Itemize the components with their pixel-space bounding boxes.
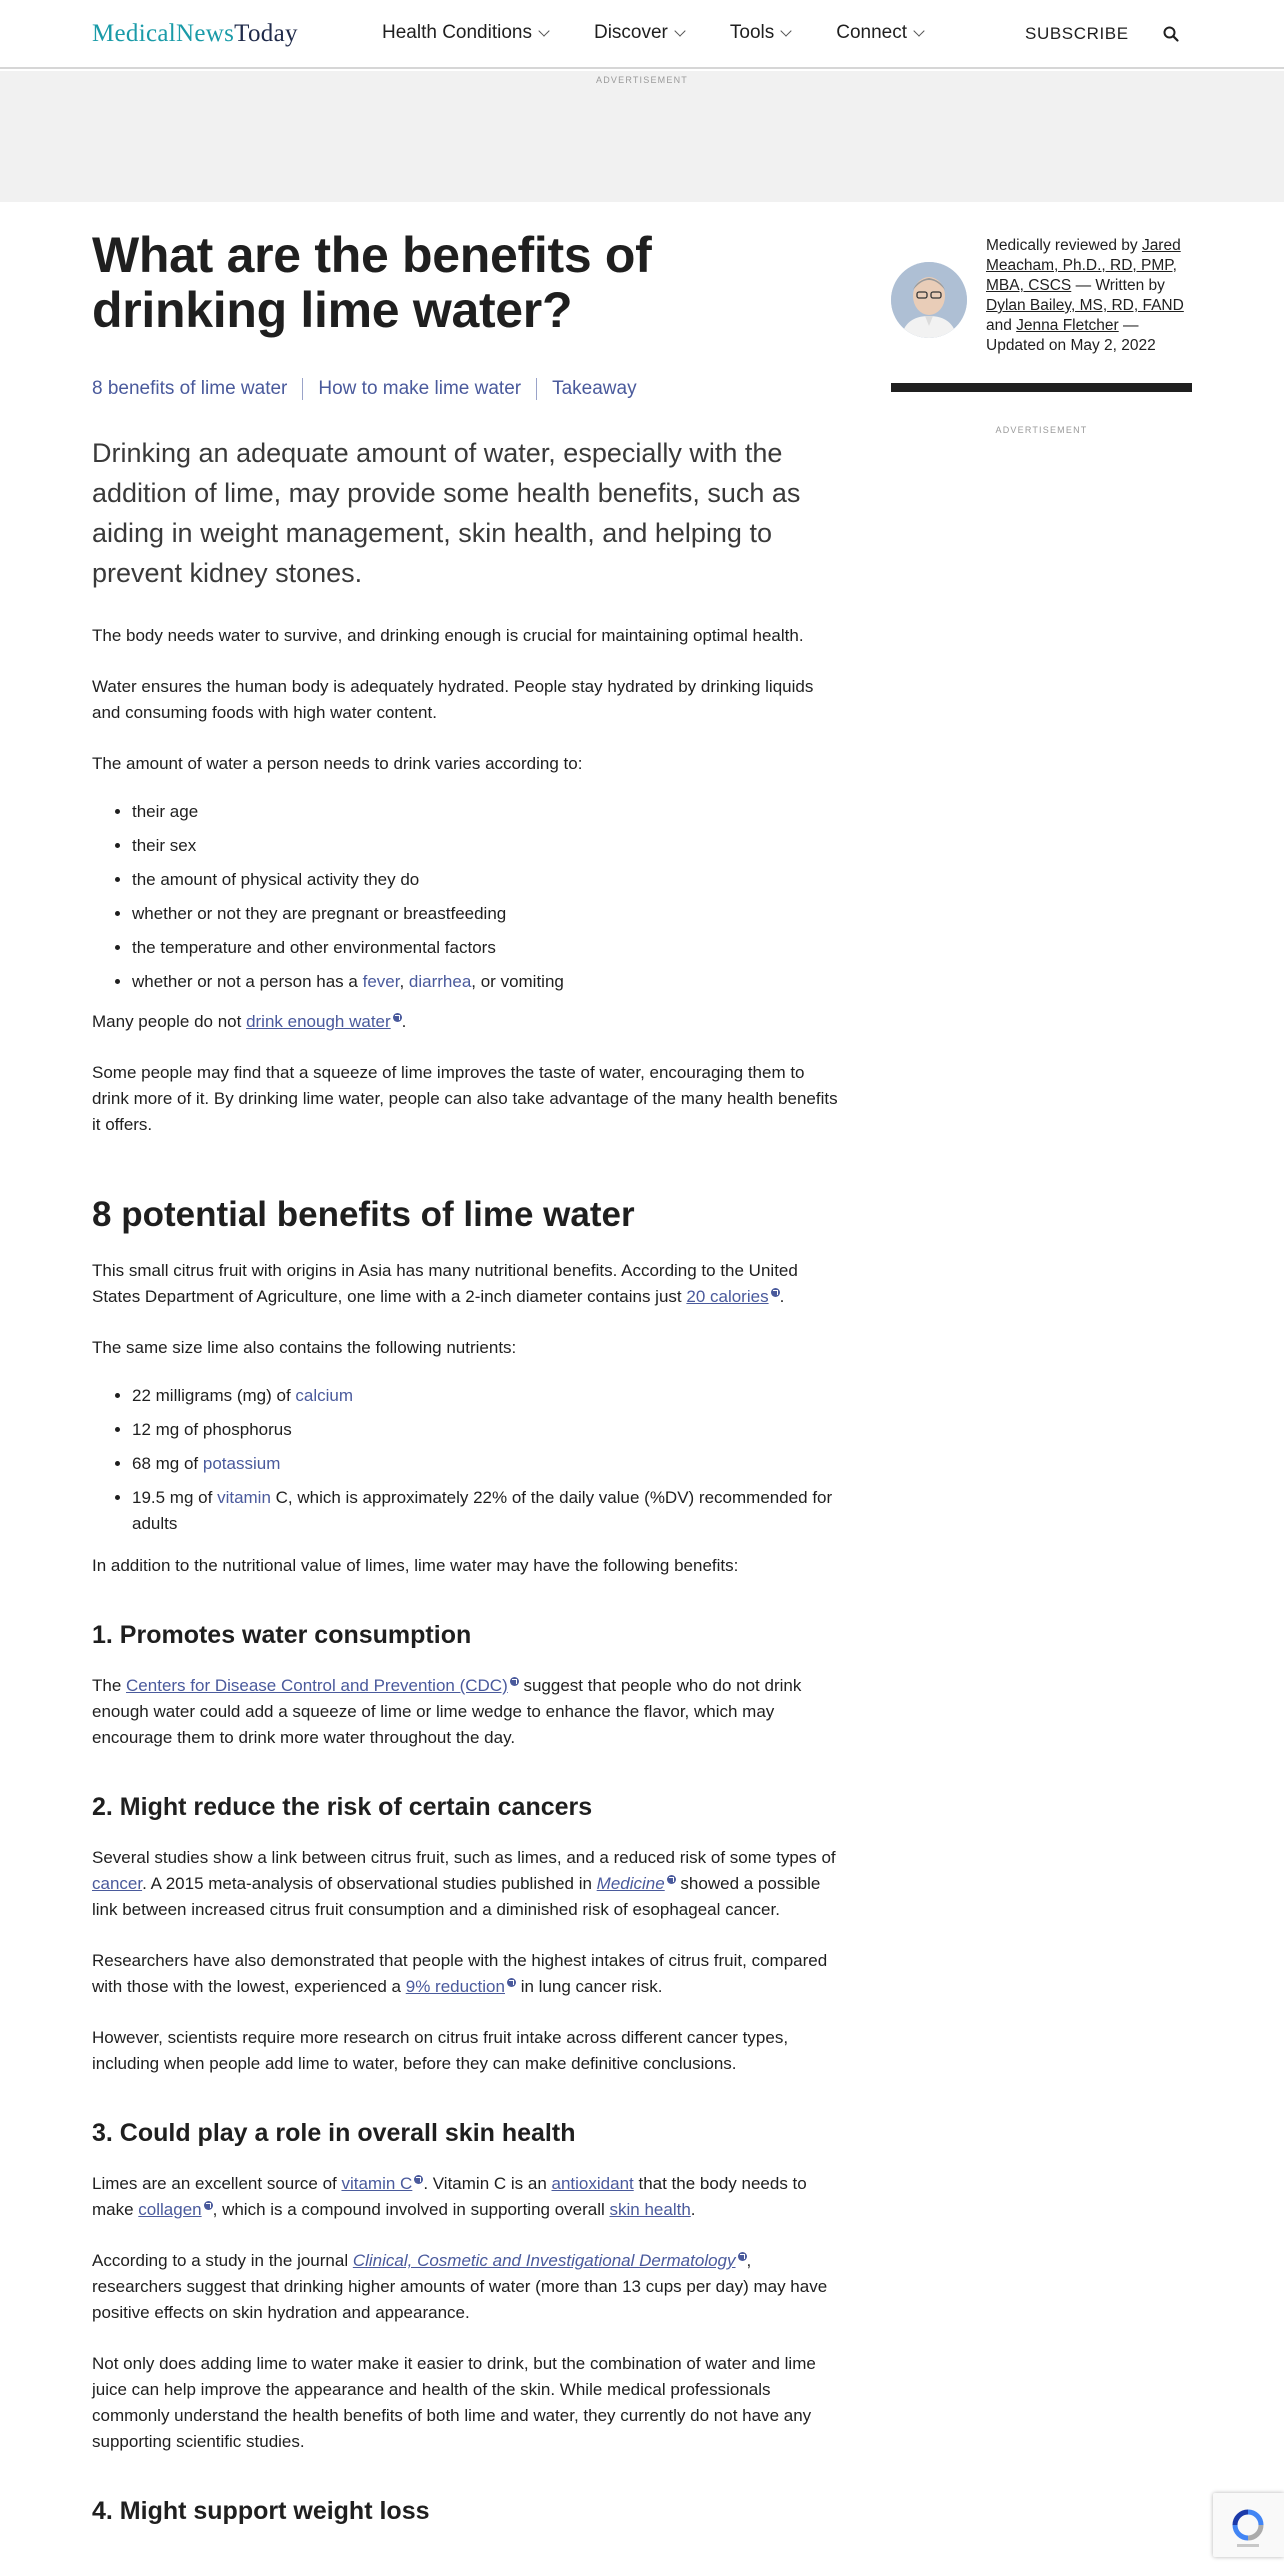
reviewed-by-label: Medically reviewed by — [986, 237, 1142, 254]
collagen-link[interactable]: collagen — [138, 2200, 202, 2219]
calories-link[interactable]: 20 calories — [686, 1287, 769, 1306]
list-item — [132, 1451, 844, 1477]
recaptcha-icon — [1213, 2493, 1284, 2557]
logo-text-part1: MedicalNews — [92, 20, 235, 47]
avatar-image — [891, 262, 967, 338]
article-title: What are the benefits of drinking lime water? — [92, 227, 652, 338]
paragraph: Not only does adding lime to water make it easier to drink, but the combination of water and lime juice can help improve the appearance and health of the skin. While medical professionals commonly understand the health benefits of both lime and water, they currently do not have any supporting scientific studies. — [92, 2354, 816, 2451]
skin-health-link[interactable]: skin health — [609, 2200, 691, 2219]
text: Researchers have also demonstrated that people with the highest intakes of citrus fruit, compared with those with the lowest, experienced a — [92, 1951, 828, 1996]
text: whether or not a person has a — [132, 972, 363, 991]
paragraph — [92, 1258, 844, 1310]
text: . A 2015 meta-analysis of observational studies published in — [142, 1874, 597, 1893]
text: According to a study in the journal — [92, 2251, 353, 2270]
paragraph — [92, 2171, 844, 2223]
reviewer-link[interactable]: Jared Meacham, Ph.D., RD, PMP, MBA, CSCS — [986, 237, 1181, 294]
jump-link-divider — [536, 378, 537, 400]
author-link-2[interactable]: Jenna Fletcher — [1016, 317, 1119, 334]
text: Limes are an excellent source of — [92, 2174, 342, 2193]
text: , which is a compound involved in supporting overall — [212, 2200, 610, 2219]
chevron-down-icon — [538, 25, 549, 36]
jump-link-how-to[interactable]: How to make lime water — [318, 378, 522, 399]
subheading-benefit-1: 1. Promotes water consumption — [92, 1621, 472, 1649]
section-heading-benefits: 8 potential benefits of lime water — [92, 1195, 635, 1234]
list-item: • whether or not they are pregnant or breastfeeding — [132, 901, 844, 927]
drink-enough-water-link[interactable]: drink enough water — [246, 1012, 391, 1031]
nav-label: Tools — [729, 22, 775, 43]
text: 19.5 mg of — [132, 1488, 218, 1507]
paragraph — [92, 1845, 844, 1923]
text: , researchers suggest that drinking higher amounts of water (more than 13 cups per day) may have positive effects on skin hydration and appearance. — [92, 2251, 828, 2322]
updated-date: — Updated on May 2, 2022 — [986, 317, 1156, 354]
nav-label: Connect — [836, 22, 908, 43]
text: . — [690, 2200, 696, 2219]
external-link-icon — [738, 2252, 747, 2261]
top-ad-slot — [0, 71, 1284, 202]
subheading-benefit-3: 3. Could play a role in overall skin health — [92, 2119, 576, 2147]
external-link-icon — [507, 1978, 516, 1987]
external-link-icon — [393, 1013, 402, 1022]
list-item: • their age — [132, 799, 844, 825]
cdc-link[interactable]: Centers for Disease Control and Prevention (CDC) — [126, 1676, 508, 1695]
subheading-benefit-2: 2. Might reduce the risk of certain cancers — [92, 1793, 593, 1821]
paragraph: In addition to the nutritional value of limes, lime water may have the following benefits: — [92, 1556, 739, 1575]
external-link-icon — [204, 2201, 213, 2210]
text: C, which is approximately 22% of the daily value (%DV) recommended for adults — [132, 1488, 833, 1533]
subscribe-button[interactable]: SUBSCRIBE — [1025, 24, 1129, 43]
list-item — [132, 1383, 844, 1409]
reviewer-avatar — [891, 262, 967, 338]
text: . — [779, 1287, 785, 1306]
text: Several studies show a link between citrus fruit, such as limes, and a reduced risk of some types of — [92, 1848, 836, 1867]
recaptcha-badge[interactable] — [1213, 2493, 1284, 2557]
main-nav — [382, 22, 969, 44]
paragraph: The same size lime also contains the following nutrients: — [92, 1338, 517, 1357]
paragraph: However, scientists require more research on citrus fruit intake across different cancer types, including when people add lime to water, before they can make definitive conclusions. — [92, 2028, 789, 2073]
list-item — [132, 1485, 844, 1537]
list-item: • 12 mg of phosphorus — [132, 1417, 844, 1443]
calcium-link[interactable]: calcium — [295, 1386, 354, 1405]
logo-text-part2: Today — [234, 20, 298, 47]
text: The — [92, 1676, 127, 1695]
text: 22 milligrams (mg) of — [132, 1386, 296, 1405]
site-header — [0, 0, 1284, 69]
nav-label: Discover — [593, 22, 668, 43]
text: that the body needs to make — [92, 2174, 807, 2219]
nav-connect[interactable] — [836, 22, 923, 44]
paragraph — [92, 1673, 844, 1751]
nav-label: Health Conditions — [382, 22, 532, 43]
reduction-link[interactable]: 9% reduction — [405, 1977, 505, 1996]
vitamin-c-link[interactable]: vitamin C — [341, 2174, 413, 2193]
list-item — [132, 969, 844, 995]
potassium-link[interactable]: potassium — [202, 1454, 281, 1473]
text: in lung cancer risk. — [515, 1977, 663, 1996]
diarrhea-link[interactable]: diarrhea — [408, 972, 472, 991]
paragraph — [92, 1009, 844, 1035]
external-link-icon — [414, 2175, 423, 2184]
article-byline — [986, 236, 1196, 356]
article-lede: Drinking an adequate amount of water, especially with the addition of lime, may provide some health benefits, such as aiding in weight management, skin health, and helping to prevent kidney stones. — [92, 438, 801, 588]
author-link-1[interactable]: Dylan Bailey, MS, RD, FAND — [986, 297, 1184, 314]
list-item: • the amount of physical activity they do — [132, 867, 844, 893]
text: 68 mg of — [132, 1454, 203, 1473]
text: . — [401, 1012, 407, 1031]
paragraph: Water ensures the human body is adequately hydrated. People stay hydrated by drinking liquids and consuming foods with high water content. — [92, 677, 814, 722]
chevron-down-icon — [674, 25, 685, 36]
text: Many people do not — [92, 1012, 247, 1031]
site-logo[interactable] — [92, 20, 298, 48]
nav-discover[interactable] — [594, 22, 684, 44]
written-by-label: — Written by — [1071, 277, 1165, 294]
medicine-journal-link[interactable]: Medicine — [596, 1874, 665, 1893]
list-item: • their sex — [132, 833, 844, 859]
paragraph — [92, 1948, 844, 2000]
paragraph: Some people may find that a squeeze of lime improves the taste of water, encouraging them to drink more of it. By drinking lime water, people can also take advantage of the many health benefits it offers. — [92, 1063, 838, 1134]
text: showed a possible link between increased citrus fruit consumption and a diminished risk of esophageal cancer. — [92, 1874, 821, 1919]
text: . Vitamin C is an — [423, 2174, 552, 2193]
factors-list — [92, 799, 844, 995]
paragraph — [92, 2248, 844, 2326]
antioxidant-link[interactable]: antioxidant — [551, 2174, 634, 2193]
paragraph: The amount of water a person needs to drink varies according to: — [92, 754, 583, 773]
and-label: and — [986, 317, 1017, 334]
jump-link-benefits[interactable]: 8 benefits of lime water — [92, 378, 288, 399]
vitamin-link[interactable]: vitamin — [217, 1488, 271, 1507]
jump-link-takeaway[interactable]: Takeaway — [552, 378, 637, 399]
paragraph: The body needs water to survive, and drinking enough is crucial for maintaining optimal health. — [92, 626, 804, 645]
external-link-icon — [510, 1677, 519, 1686]
chevron-down-icon — [781, 25, 792, 36]
text: suggest that people who do not drink enough water could add a squeeze of lime or lime wedge to enhance the flavor, which may encourage them to drink more water throughout the day. — [92, 1676, 802, 1747]
text: , or vomiting — [471, 972, 564, 991]
list-item: • the temperature and other environmental factors — [132, 935, 844, 961]
external-link-icon — [771, 1288, 780, 1297]
article-body — [92, 228, 844, 2527]
text: , — [399, 972, 409, 991]
sidebar-ad-label: ADVERTISEMENT — [995, 425, 1088, 435]
chevron-down-icon — [913, 25, 924, 36]
nav-tools[interactable] — [730, 22, 790, 44]
search-icon[interactable] — [1162, 25, 1180, 43]
nav-health-conditions[interactable] — [382, 22, 548, 44]
jump-links — [92, 378, 844, 400]
jump-link-divider — [302, 378, 303, 400]
nutrients-list — [92, 1383, 844, 1537]
text: This small citrus fruit with origins in Asia has many nutritional benefits. According to the United States Department of Agriculture, one lime with a 2-inch diameter contains just — [92, 1261, 798, 1306]
external-link-icon — [667, 1875, 676, 1884]
dermatology-journal-link[interactable]: Clinical, Cosmetic and Investigational Dermatology — [352, 2251, 736, 2270]
fever-link[interactable]: fever — [362, 972, 400, 991]
cancer-link[interactable]: cancer — [92, 1874, 143, 1893]
subheading-benefit-4: 4. Might support weight loss — [92, 2497, 430, 2525]
sidebar-divider — [891, 383, 1192, 392]
ad-label: ADVERTISEMENT — [596, 75, 688, 85]
